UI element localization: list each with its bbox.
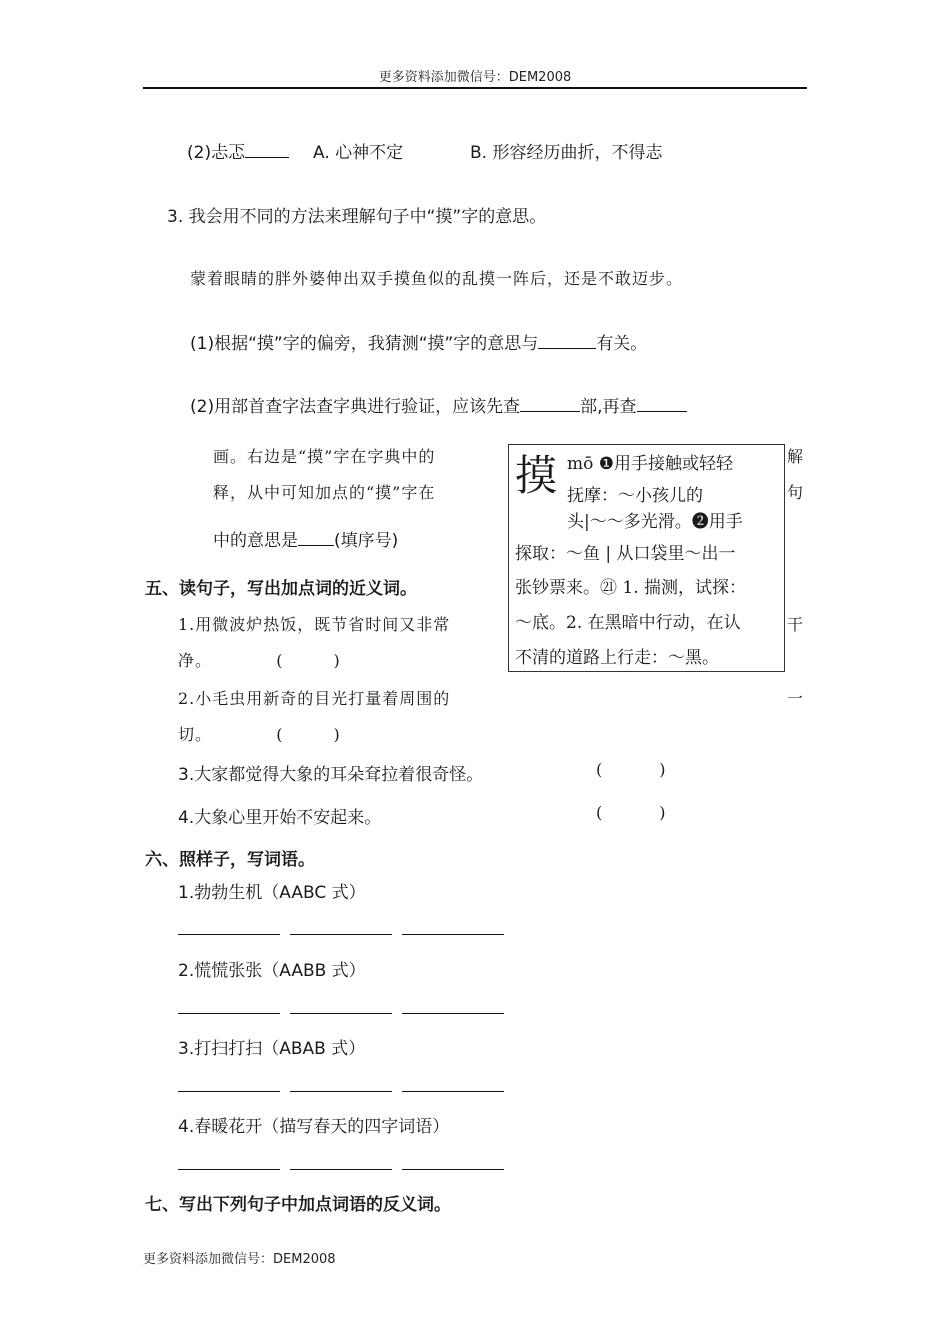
q2-item2-label: (2)忐忑 — [187, 143, 246, 163]
s5-q3: 3.大家都觉得大象的耳朵耷拉着很奇怪。 — [178, 765, 484, 785]
dict-headword: 摸 — [515, 451, 558, 500]
dict-line: 头|～～多光滑。❷用手 — [567, 512, 743, 532]
q3-cont3-suffix: (填序号) — [334, 531, 399, 551]
s6-item: 1.勃勃生机（AABC 式） — [178, 883, 366, 903]
q3-cont2-end: 句 — [787, 483, 805, 502]
s6-item: 2.慌慌张张（AABB 式） — [178, 961, 366, 981]
answer-line[interactable] — [290, 1169, 392, 1170]
s5-q4-answer — [596, 803, 667, 822]
s5-q2-end: 一 — [787, 689, 805, 708]
section7-title: 七、写出下列句子中加点词语的反义词。 — [145, 1195, 451, 1215]
s5-q1-cont — [178, 648, 341, 671]
header-divider — [143, 87, 807, 89]
q3-sub2 — [190, 392, 687, 417]
dict-line: 探取：～鱼 | 从口袋里～出一 — [515, 544, 736, 564]
page-header: 更多资料添加微信号：DEM2008 — [378, 70, 572, 85]
q2-item2 — [187, 138, 289, 163]
q3-cont1: 画。右边是“摸”字在字典中的 — [213, 447, 436, 466]
q2-option-b: B. 形容经历曲折，不得志 — [470, 143, 663, 163]
dict-line: 不清的道路上行走：～黑。 — [515, 648, 719, 668]
s5-q3-answer — [596, 760, 667, 779]
answer-blank[interactable] — [538, 332, 596, 349]
q3-sub2-text: (2)用部首查字法查字典进行验证，应该先查 — [190, 397, 521, 417]
answer-line[interactable] — [402, 1169, 504, 1170]
s5-q2-cont-text: 切。 — [178, 725, 213, 744]
answer-paren-close: ) — [333, 651, 341, 670]
q3-cont3-text: 中的意思是 — [213, 531, 298, 551]
section5-title: 五、读句子，写出加点词的近义词。 — [145, 579, 417, 599]
s5-q1-end: 干 — [787, 615, 805, 634]
dict-line: 张钞票来。㉑ 1. 揣测，试探： — [515, 578, 747, 598]
s5-q4: 4.大象心里开始不安起来。 — [178, 808, 382, 828]
q3-cont1-end: 解 — [787, 447, 805, 466]
answer-line[interactable] — [290, 934, 392, 935]
answer-paren-open: ( — [276, 651, 284, 670]
s5-q2: 2.小毛虫用新奇的目光打量着周围的 — [178, 689, 451, 708]
answer-line[interactable] — [290, 1091, 392, 1092]
answer-paren-open: ( — [596, 803, 604, 822]
answer-paren-close: ) — [659, 760, 667, 779]
q3-sentence: 蒙着眼睛的胖外婆伸出双手摸鱼似的乱摸一阵后，还是不敢迈步。 — [190, 269, 684, 288]
answer-blank[interactable] — [637, 395, 687, 412]
answer-line[interactable] — [402, 934, 504, 935]
answer-line[interactable] — [178, 1013, 280, 1014]
dict-line: mō ❶用手接触或轻轻 — [567, 454, 733, 474]
s5-q1-cont-text: 净。 — [178, 651, 213, 670]
dict-line: 抚摩：～小孩儿的 — [567, 486, 703, 506]
answer-paren-close: ) — [659, 803, 667, 822]
s5-q1: 1.用微波炉热饭，既节省时间又非常 — [178, 615, 451, 634]
answer-line[interactable] — [402, 1091, 504, 1092]
dictionary-entry-box — [508, 444, 785, 672]
q3-cont3 — [213, 526, 398, 551]
q2-option-a: A. 心神不定 — [313, 143, 404, 163]
answer-line[interactable] — [178, 934, 280, 935]
section6-title: 六、照样子，写词语。 — [145, 850, 315, 870]
dict-line: ～底。2. 在黑暗中行动，在认 — [515, 613, 741, 633]
answer-paren-open: ( — [276, 725, 284, 744]
answer-blank[interactable] — [520, 395, 580, 412]
s5-q2-cont — [178, 722, 341, 745]
q3-sub2-mid: 部,再查 — [580, 397, 637, 417]
s6-item: 4.春暖花开（描写春天的四字词语） — [178, 1117, 450, 1137]
answer-line[interactable] — [290, 1013, 392, 1014]
page-footer: 更多资料添加微信号：DEM2008 — [143, 1252, 336, 1267]
answer-line[interactable] — [178, 1091, 280, 1092]
answer-line[interactable] — [178, 1169, 280, 1170]
answer-paren-open: ( — [596, 760, 604, 779]
answer-blank[interactable] — [298, 529, 334, 546]
answer-blank[interactable] — [245, 141, 289, 158]
answer-line[interactable] — [402, 1013, 504, 1014]
q3-title: 3. 我会用不同的方法来理解句子中“摸”字的意思。 — [167, 207, 547, 227]
q3-sub1-suffix: 有关。 — [596, 334, 648, 354]
s6-item: 3.打扫打扫（ABAB 式） — [178, 1039, 366, 1059]
answer-paren-close: ) — [333, 725, 341, 744]
q3-sub1-text: (1)根据“摸”字的偏旁，我猜测“摸”字的意思与 — [190, 334, 539, 354]
q3-cont2: 释，从中可知加点的“摸”字在 — [213, 483, 436, 502]
q3-sub1 — [190, 329, 647, 354]
